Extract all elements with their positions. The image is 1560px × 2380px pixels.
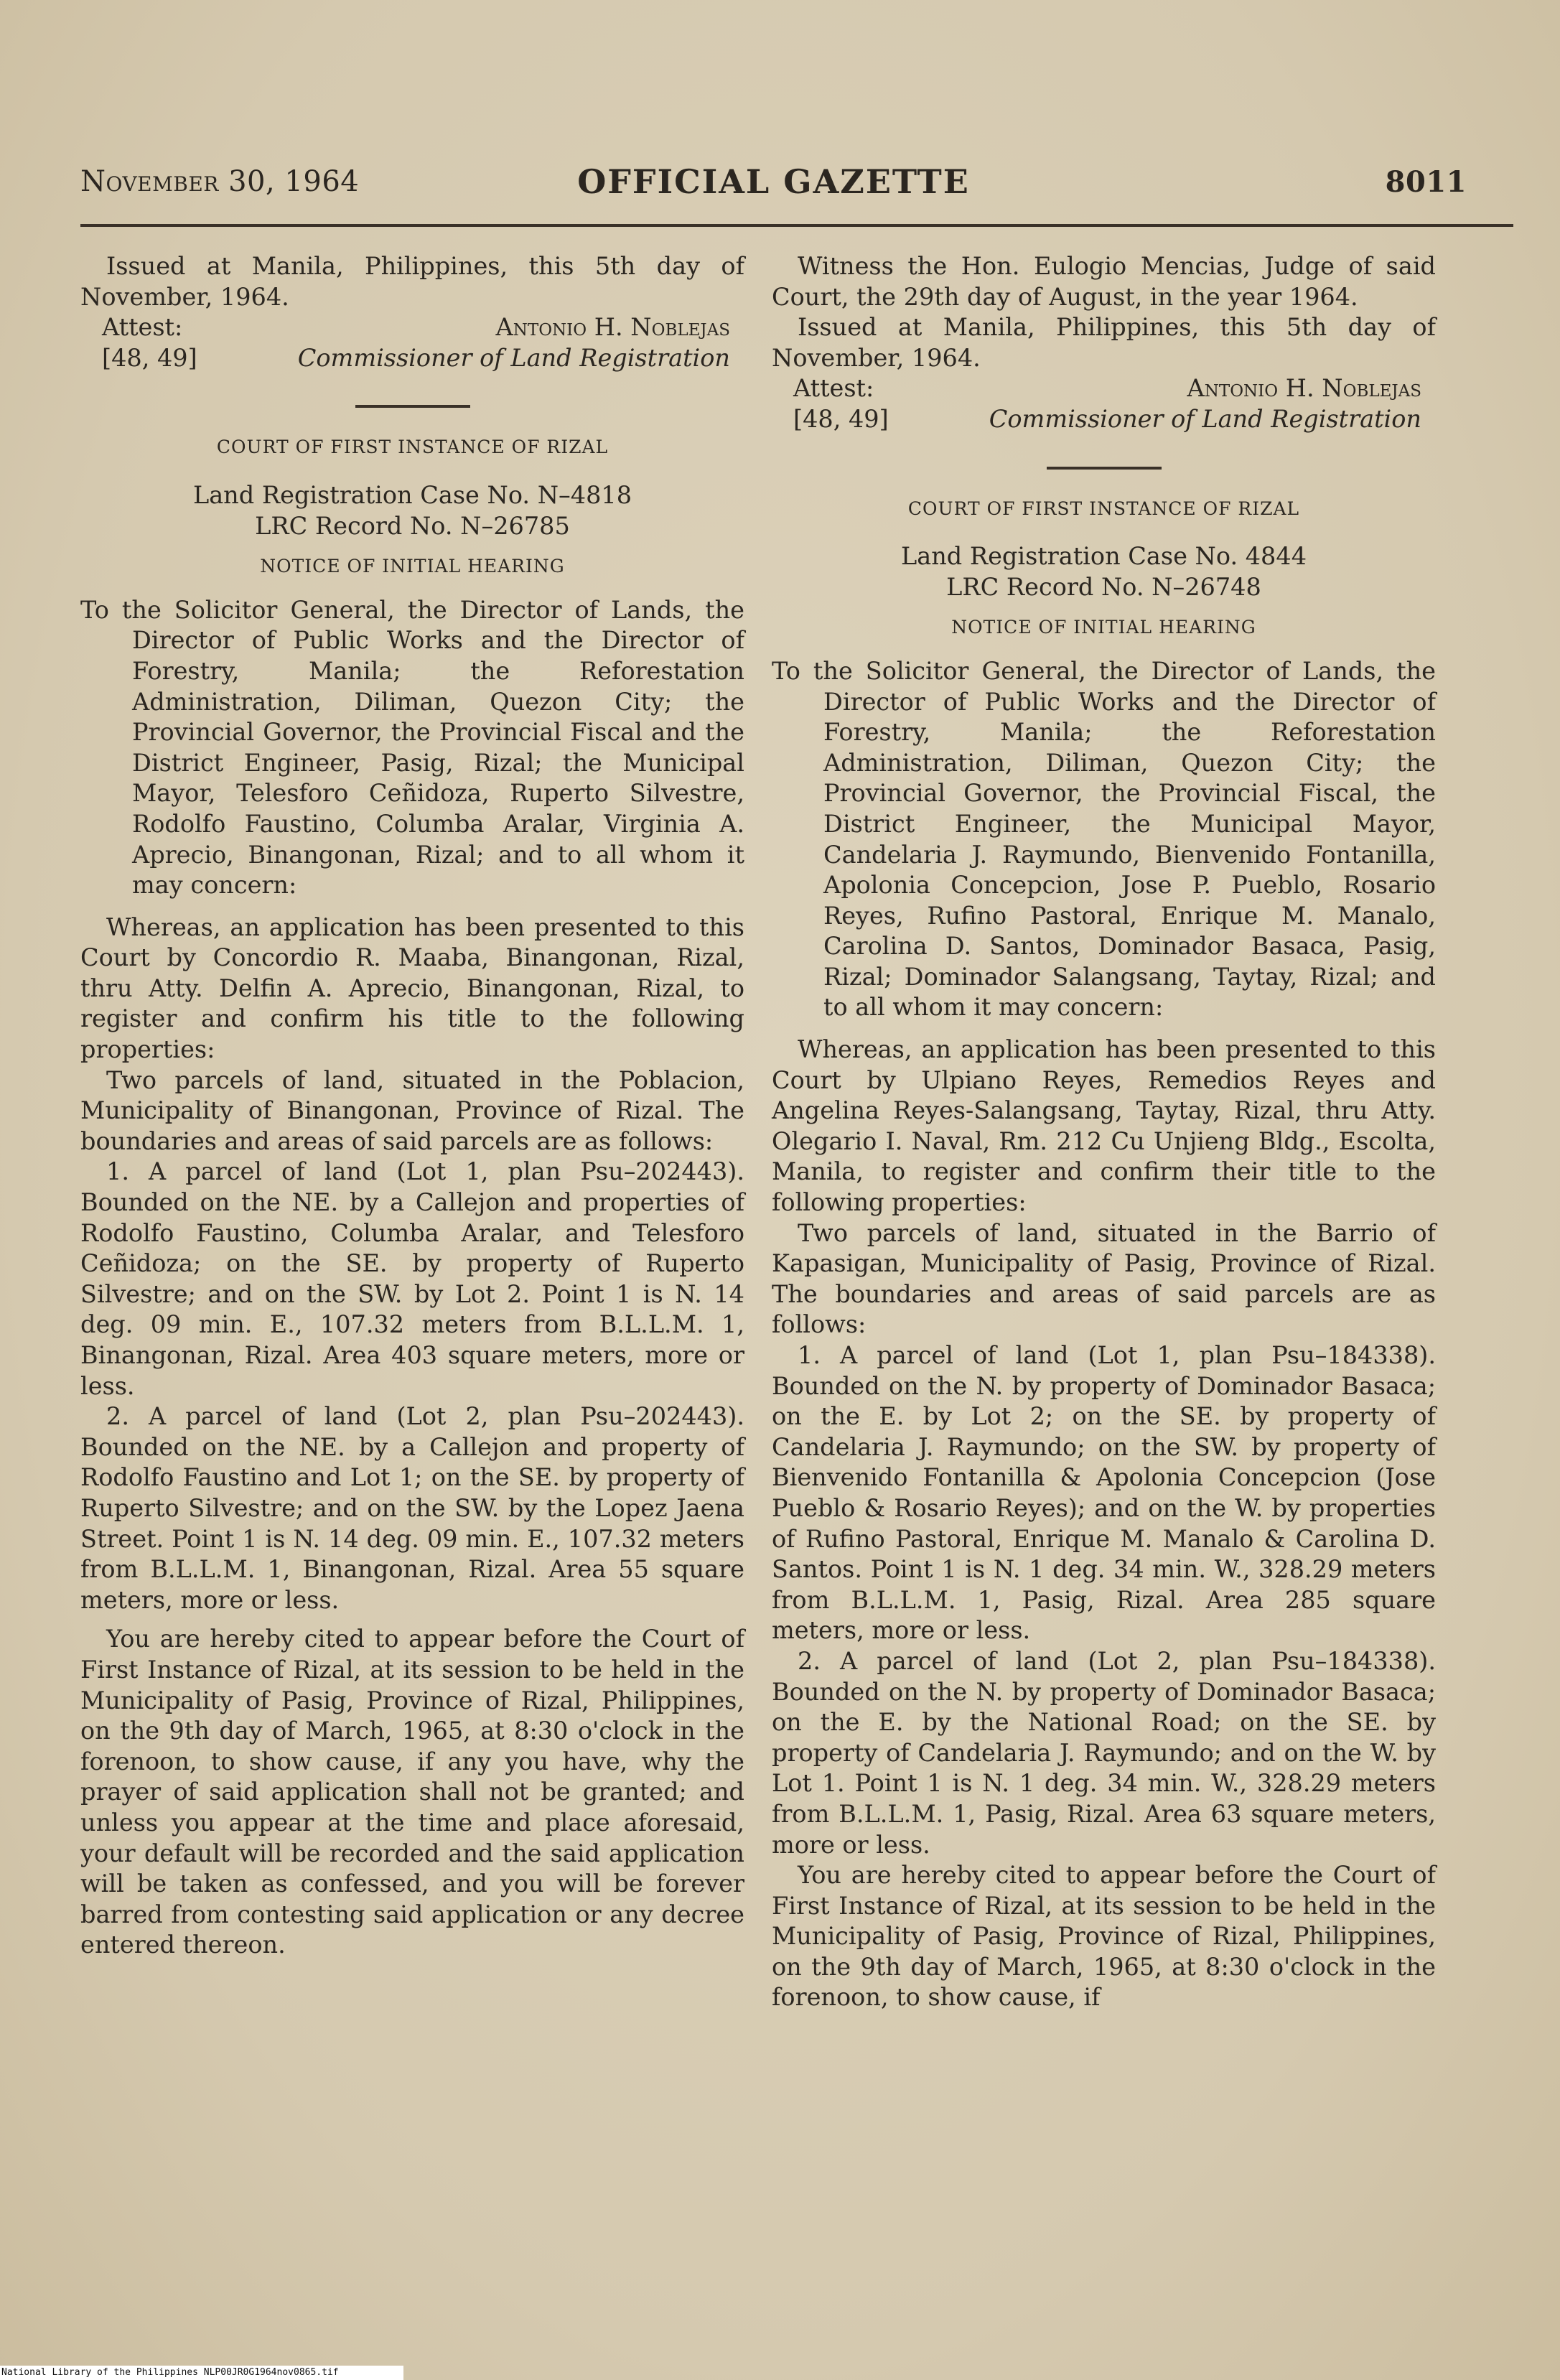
header-rule — [80, 224, 1513, 227]
commissioner-title: Commissioner of Land Registration — [989, 404, 1421, 433]
notice-heading: NOTICE OF INITIAL HEARING — [260, 556, 565, 577]
issued-statement: Issued at Manila, Philippines, this 5th day of November, 1964. — [80, 252, 744, 311]
citation-paragraph: You are hereby cited to appear before the Court of First Instance of Rizal, at its session to be held in the Municipality of Pasig, Province of Rizal, Philippines, on the 9th day of March, 1965, at 8:30 o'clock in the forenoon, to show cause, if — [772, 1861, 1436, 2012]
court-heading: COURT OF FIRST INSTANCE OF RIZAL — [216, 437, 609, 458]
attest-title-line — [772, 404, 1436, 435]
page-number: 8011 — [1385, 165, 1467, 199]
case-number: Land Registration Case No. N–4818 — [192, 480, 632, 509]
parcel-1-paragraph: 1. A parcel of land (Lot 1, plan Psu–184338). Bounded on the N. by property of Dominador Basaca; on the E. by Lot 2; on the SE. by property of Candelaria J. Raymundo; on the SW. by property of Bienvenido Fontanilla & Apolonia Concepcion (Jose Pueblo & Rosario Reyes); and on the W. by properties of Rufino Pastoral, Enrique M. Manalo & Carolina D. Santos. Point 1 is N. 1 deg. 34 min. W., 328.29 meters from B.L.L.M. 1, Pasig, Rizal. Area 285 square meters, more or less. — [772, 1341, 1436, 1645]
section-divider — [1047, 467, 1162, 470]
attest-reference: [48, 49] — [793, 404, 889, 433]
parcel-2-paragraph: 2. A parcel of land (Lot 2, plan Psu–202443). Bounded on the NE. by a Callejon and property of Rodolfo Faustino and Lot 1; on the SE. by property of Ruperto Silvestre; and on the SW. by the Lopez Jaena Street. Point 1 is N. 14 deg. 09 min. E., 107.32 meters from B.L.L.M. 1, Binangonan, Rizal. Area 55 square meters, more or less. — [80, 1402, 744, 1614]
section-divider — [355, 405, 470, 408]
attest-label: Attest: — [793, 374, 874, 403]
attest-title-line — [80, 343, 744, 374]
publication-title: OFFICIAL GAZETTE — [577, 162, 970, 201]
issue-date: November 30, 1964 — [80, 165, 360, 198]
left-column — [80, 251, 744, 1961]
parcels-paragraph: Two parcels of land, situated in the Poblacion, Municipality of Binangonan, Province of Rizal. The boundaries and areas of said parcels are as follows: — [80, 1065, 744, 1155]
commissioner-name: Antonio H. Noblejas — [1187, 374, 1421, 403]
citation-paragraph: You are hereby cited to appear before the Court of First Instance of Rizal, at its session to be held in the Municipality of Pasig, Province of Rizal, Philippines, on the 9th day of March, 1965, at 8:30 o'clock in the forenoon, to show cause, if any you have, why the prayer of said application shall not be granted; and unless you appear at the time and place aforesaid, your default will be recorded and the said application will be taken as confessed, and you will be forever barred from contesting said application or any decree entered thereon. — [80, 1625, 744, 1959]
attest-line — [772, 373, 1436, 404]
case-number: Land Registration Case No. 4844 — [900, 542, 1307, 571]
commissioner-name: Antonio H. Noblejas — [495, 313, 730, 342]
attest-reference: [48, 49] — [102, 343, 197, 372]
attest-line — [80, 312, 744, 343]
notice-address: To the Solicitor General, the Director of Lands, the Director of Public Works and the Director of Forestry, Manila; the Reforestation Administration, Diliman, Quezon City; the Provincial Governor, the Provincial Fiscal, the District Engineer, the Municipal Mayor, Candelaria J. Raymundo, Bienvenido Fontanilla, Apolonia Concepcion, Jose P. Pueblo, Rosario Reyes, Rufino Pastoral, Enrique M. Manalo, Carolina D. Santos, Dominador Basaca, Pasig, Rizal; Dominador Salangsang, Taytay, Rizal; and to all whom it may concern: — [772, 656, 1436, 1022]
notice-address: To the Solicitor General, the Director of Lands, the Director of Public Works and the Director of Forestry, Manila; the Reforestation Administration, Diliman, Quezon City; the Provincial Governor, the Provincial Fiscal and the District Engineer, Pasig, Rizal; the Municipal Mayor, Telesforo Ceñidoza, Ruperto Silvestre, Rodolfo Faustino, Columba Aralar, Virginia A. Aprecio, Binangonan, Rizal; and to all whom it may concern: — [80, 595, 744, 900]
application-paragraph: Whereas, an application has been presented to this Court by Ulpiano Reyes, Remedios Reyes and Angelina Reyes-Salangsang, Taytay, Rizal, thru Atty. Olegario I. Naval, Rm. 212 Cu Unjieng Bldg., Escolta, Manila, to register and confirm their title to the following properties: — [772, 1035, 1436, 1217]
parcels-paragraph: Two parcels of land, situated in the Barrio of Kapasigan, Municipality of Pasig, Province of Rizal. The boundaries and areas of said parcels are as follows: — [772, 1218, 1436, 1339]
attest-label: Attest: — [102, 313, 183, 342]
page-header — [80, 162, 1467, 208]
application-paragraph: Whereas, an application has been presented to this Court by Concordio R. Maaba, Binangonan, Rizal, thru Atty. Delfin A. Aprecio, Binangonan, Rizal, to register and confirm his title to the following properties: — [80, 913, 744, 1064]
right-column — [772, 251, 1436, 2013]
commissioner-title: Commissioner of Land Registration — [297, 343, 730, 372]
court-heading: COURT OF FIRST INSTANCE OF RIZAL — [907, 498, 1300, 519]
lrc-record-number: LRC Record No. N–26748 — [946, 572, 1261, 601]
parcel-2-paragraph: 2. A parcel of land (Lot 2, plan Psu–184338). Bounded on the N. by property of Dominador Basaca; on the E. by the National Road; on the SE. by property of Candelaria J. Raymundo; and on the W. by Lot 1. Point 1 is N. 1 deg. 34 min. W., 328.29 meters from B.L.L.M. 1, Pasig, Rizal. Area 63 square meters, more or less. — [772, 1646, 1436, 1859]
witness-statement: Witness the Hon. Eulogio Mencias, Judge of said Court, the 29th day of August, in the year 1964. — [772, 252, 1436, 311]
issued-statement: Issued at Manila, Philippines, this 5th day of November, 1964. — [772, 313, 1436, 372]
scan-footer: National Library of the Philippines NLP00JR0G1964nov0865.tif — [0, 2366, 403, 2380]
lrc-record-number: LRC Record No. N–26785 — [255, 511, 570, 540]
notice-heading: NOTICE OF INITIAL HEARING — [951, 617, 1256, 638]
parcel-1-paragraph: 1. A parcel of land (Lot 1, plan Psu–202443). Bounded on the NE. by a Callejon and properties of Rodolfo Faustino, Columba Aralar, and Telesforo Ceñidoza; on the SE. by property of Ruperto Silvestre; and on the SW. by Lot 2. Point 1 is N. 14 deg. 09 min. E., 107.32 meters from B.L.L.M. 1, Binangonan, Rizal. Area 403 square meters, more or less. — [80, 1157, 744, 1400]
